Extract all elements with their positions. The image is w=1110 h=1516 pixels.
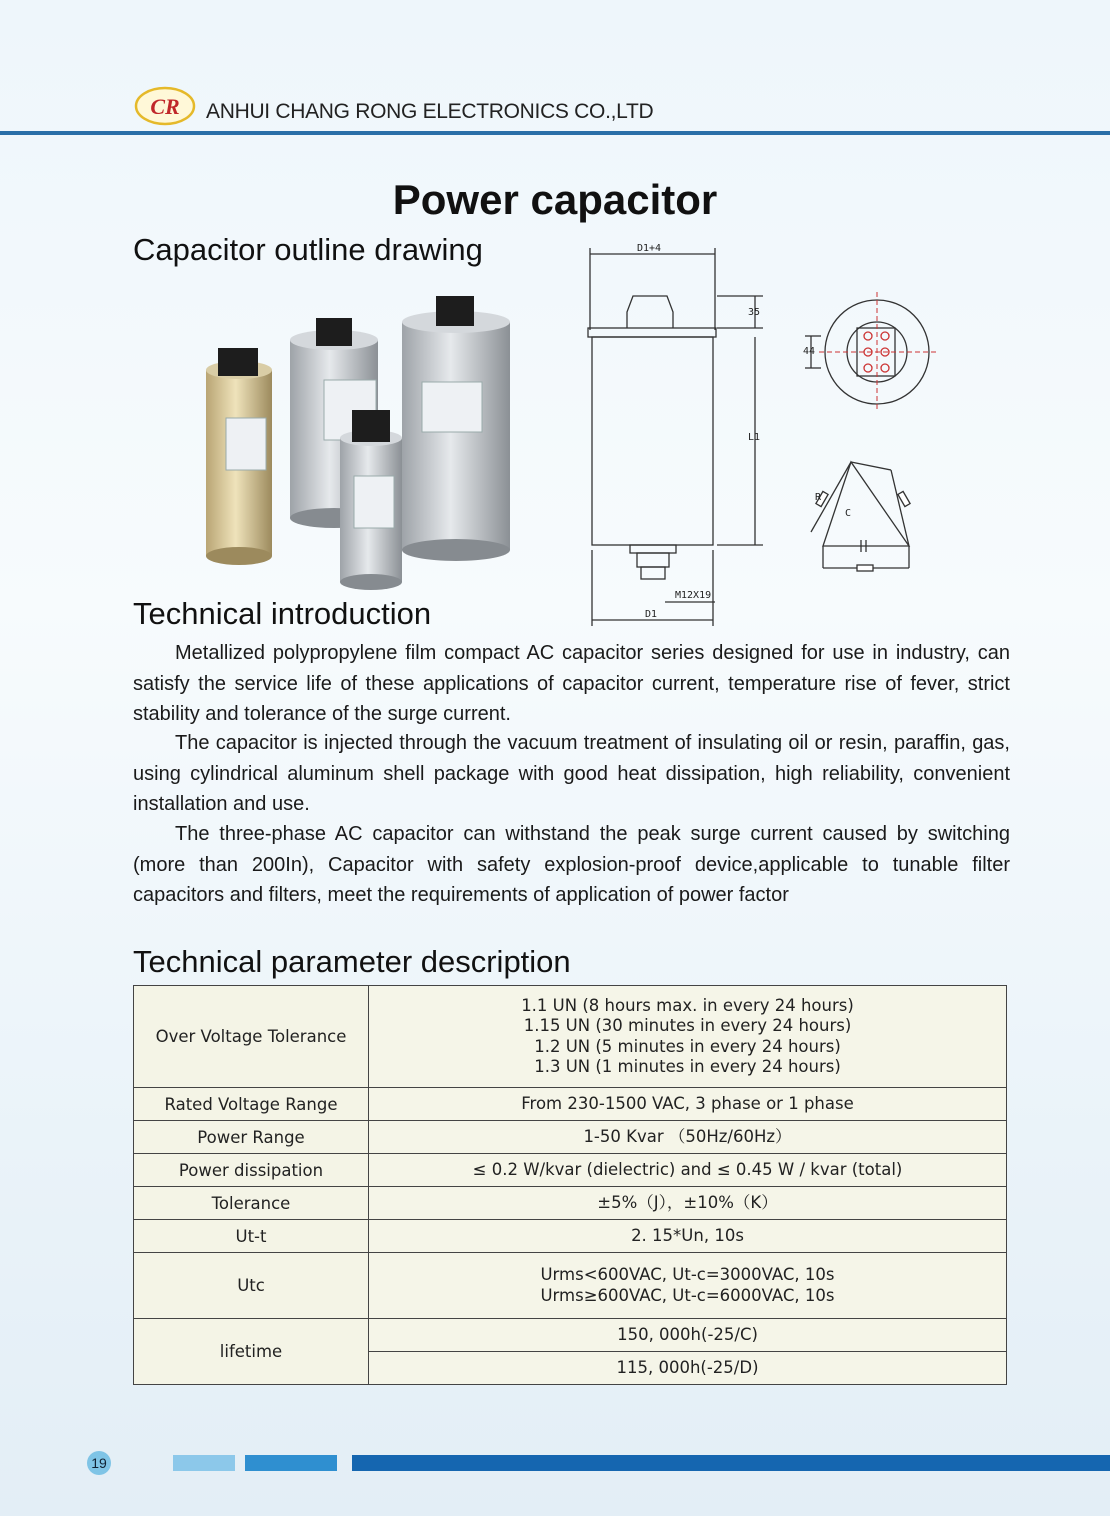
capacitor-outline-drawing <box>575 240 955 630</box>
footer-bar-dark <box>352 1455 1110 1471</box>
row-label-utc: Utc <box>134 1253 369 1319</box>
row-value-over-voltage: 1.1 UN (8 hours max. in every 24 hours) 1.15 UN (30 minutes in every 24 hours) 1.2 UN (5 minutes in every 24 hours) 1.3 UN (1 minutes in every 24 hours) <box>369 986 1007 1088</box>
row-value-rated-voltage: From 230-1500 VAC, 3 phase or 1 phase <box>369 1088 1007 1121</box>
logo-text: CR <box>150 94 180 119</box>
capacitor-product-photo <box>196 290 526 590</box>
table-row <box>134 1319 1007 1352</box>
table-row <box>134 1088 1007 1121</box>
dim-label-35: 35 <box>748 307 761 318</box>
row-value-lifetime-c: 150, 000h(-25/C) <box>369 1319 1007 1352</box>
row-label-lifetime: lifetime <box>134 1319 369 1385</box>
heading-outline-drawing: Capacitor outline drawing <box>133 232 483 267</box>
row-label-rated-voltage: Rated Voltage Range <box>134 1088 369 1121</box>
row-value-ut-t: 2. 15*Un, 10s <box>369 1220 1007 1253</box>
table-row <box>134 1220 1007 1253</box>
dim-label-thread: M12X19 <box>675 590 712 601</box>
table-row <box>134 1154 1007 1187</box>
table-row <box>134 1187 1007 1220</box>
row-value-lifetime-d: 115, 000h(-25/D) <box>369 1352 1007 1385</box>
heading-technical-parameters: Technical parameter description <box>133 944 571 979</box>
row-value-power-range: 1-50 Kvar （50Hz/60Hz） <box>369 1121 1007 1154</box>
schematic-label-r: R <box>815 492 822 503</box>
page-number: 19 <box>87 1451 111 1475</box>
company-logo <box>134 86 196 126</box>
company-name: ANHUI CHANG RONG ELECTRONICS CO.,LTD <box>206 100 654 123</box>
paragraph-intro-2: The capacitor is injected through the vacuum treatment of insulating oil or resin, paraffin, gas, using cylindrical aluminum shell package with good heat dissipation, high reliability, convenient installation and use. <box>133 732 1010 815</box>
dim-label-d1: D1 <box>645 609 658 620</box>
table-row <box>134 986 1007 1088</box>
dim-label-44: 44 <box>803 346 816 357</box>
table-row <box>134 1121 1007 1154</box>
dim-label-d1-plus-4: D1+4 <box>637 243 662 254</box>
footer-bar-mid <box>245 1455 337 1471</box>
row-label-over-voltage: Over Voltage Tolerance <box>134 986 369 1088</box>
paragraph-intro-3: The three-phase AC capacitor can withstand the peak surge current caused by switching (more than 200In), Capacitor with safety explosion-proof device,applicable to tunable filter capacitors and filters, meet the requirements of application of power factor <box>133 823 1010 906</box>
header-divider <box>0 131 1110 135</box>
row-label-power-dissipation: Power dissipation <box>134 1154 369 1187</box>
schematic-label-c: C <box>845 508 852 519</box>
page-title: Power capacitor <box>392 176 718 223</box>
paragraph-intro-1: Metallized polypropylene film compact AC capacitor series designed for use in industry, can satisfy the service life of these applications of capacitor current, temperature rise of fever, strict stability and tolerance of the surge current. <box>133 642 1010 725</box>
row-value-utc: Urms<600VAC, Ut-c=3000VAC, 10s Urms≥600VAC, Ut-c=6000VAC, 10s <box>369 1253 1007 1319</box>
parameter-table <box>133 985 1007 1385</box>
row-label-ut-t: Ut-t <box>134 1220 369 1253</box>
row-value-power-dissipation: ≤ 0.2 W/kvar (dielectric) and ≤ 0.45 W / kvar (total) <box>369 1154 1007 1187</box>
heading-technical-introduction: Technical introduction <box>133 596 432 631</box>
row-label-tolerance: Tolerance <box>134 1187 369 1220</box>
table-row <box>134 1253 1007 1319</box>
dim-label-l1: L1 <box>748 432 761 443</box>
footer-bar-light <box>173 1455 235 1471</box>
row-value-tolerance: ±5%（J），±10%（K） <box>369 1187 1007 1220</box>
row-label-power-range: Power Range <box>134 1121 369 1154</box>
